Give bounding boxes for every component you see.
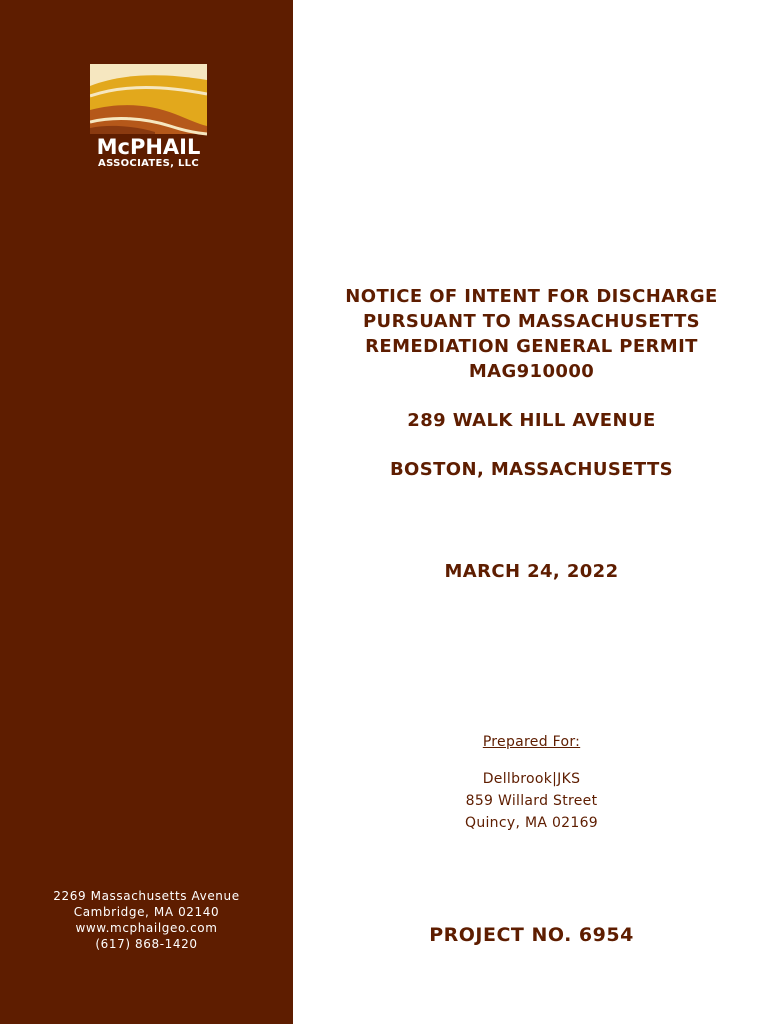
cover-content <box>293 0 770 1024</box>
firm-city: Cambridge, MA 02140 <box>73 905 220 919</box>
logo-name: McPHAIL <box>96 135 201 159</box>
client-street: 859 Willard Street <box>465 793 598 809</box>
site-city: BOSTON, MASSACHUSETTS <box>389 459 674 480</box>
client-name: Dellbrook|JKS <box>482 771 581 787</box>
firm-website: www.mcphailgeo.com <box>75 921 218 935</box>
project-number: PROJECT NO. 6954 <box>429 924 634 946</box>
logo-subtitle: ASSOCIATES, LLC <box>98 158 199 169</box>
prepared-for-label: Prepared For: <box>482 734 581 750</box>
title-line: PURSUANT TO MASSACHUSETTS <box>362 311 701 332</box>
firm-street: 2269 Massachusetts Avenue <box>53 889 240 903</box>
title-line: MAG910000 <box>468 361 595 382</box>
firm-address <box>0 888 293 952</box>
firm-phone: (617) 868-1420 <box>95 937 198 951</box>
client-address <box>293 768 770 834</box>
title-line: NOTICE OF INTENT FOR DISCHARGE <box>345 286 718 307</box>
site-street: 289 WALK HILL AVENUE <box>407 410 656 431</box>
sidebar-panel <box>0 0 293 1024</box>
title-line: REMEDIATION GENERAL PERMIT <box>365 336 698 357</box>
document-title <box>293 284 770 384</box>
report-date: MARCH 24, 2022 <box>444 561 619 582</box>
client-city: Quincy, MA 02169 <box>465 815 598 831</box>
prepared-for-heading <box>293 734 770 750</box>
company-logo <box>90 64 207 174</box>
